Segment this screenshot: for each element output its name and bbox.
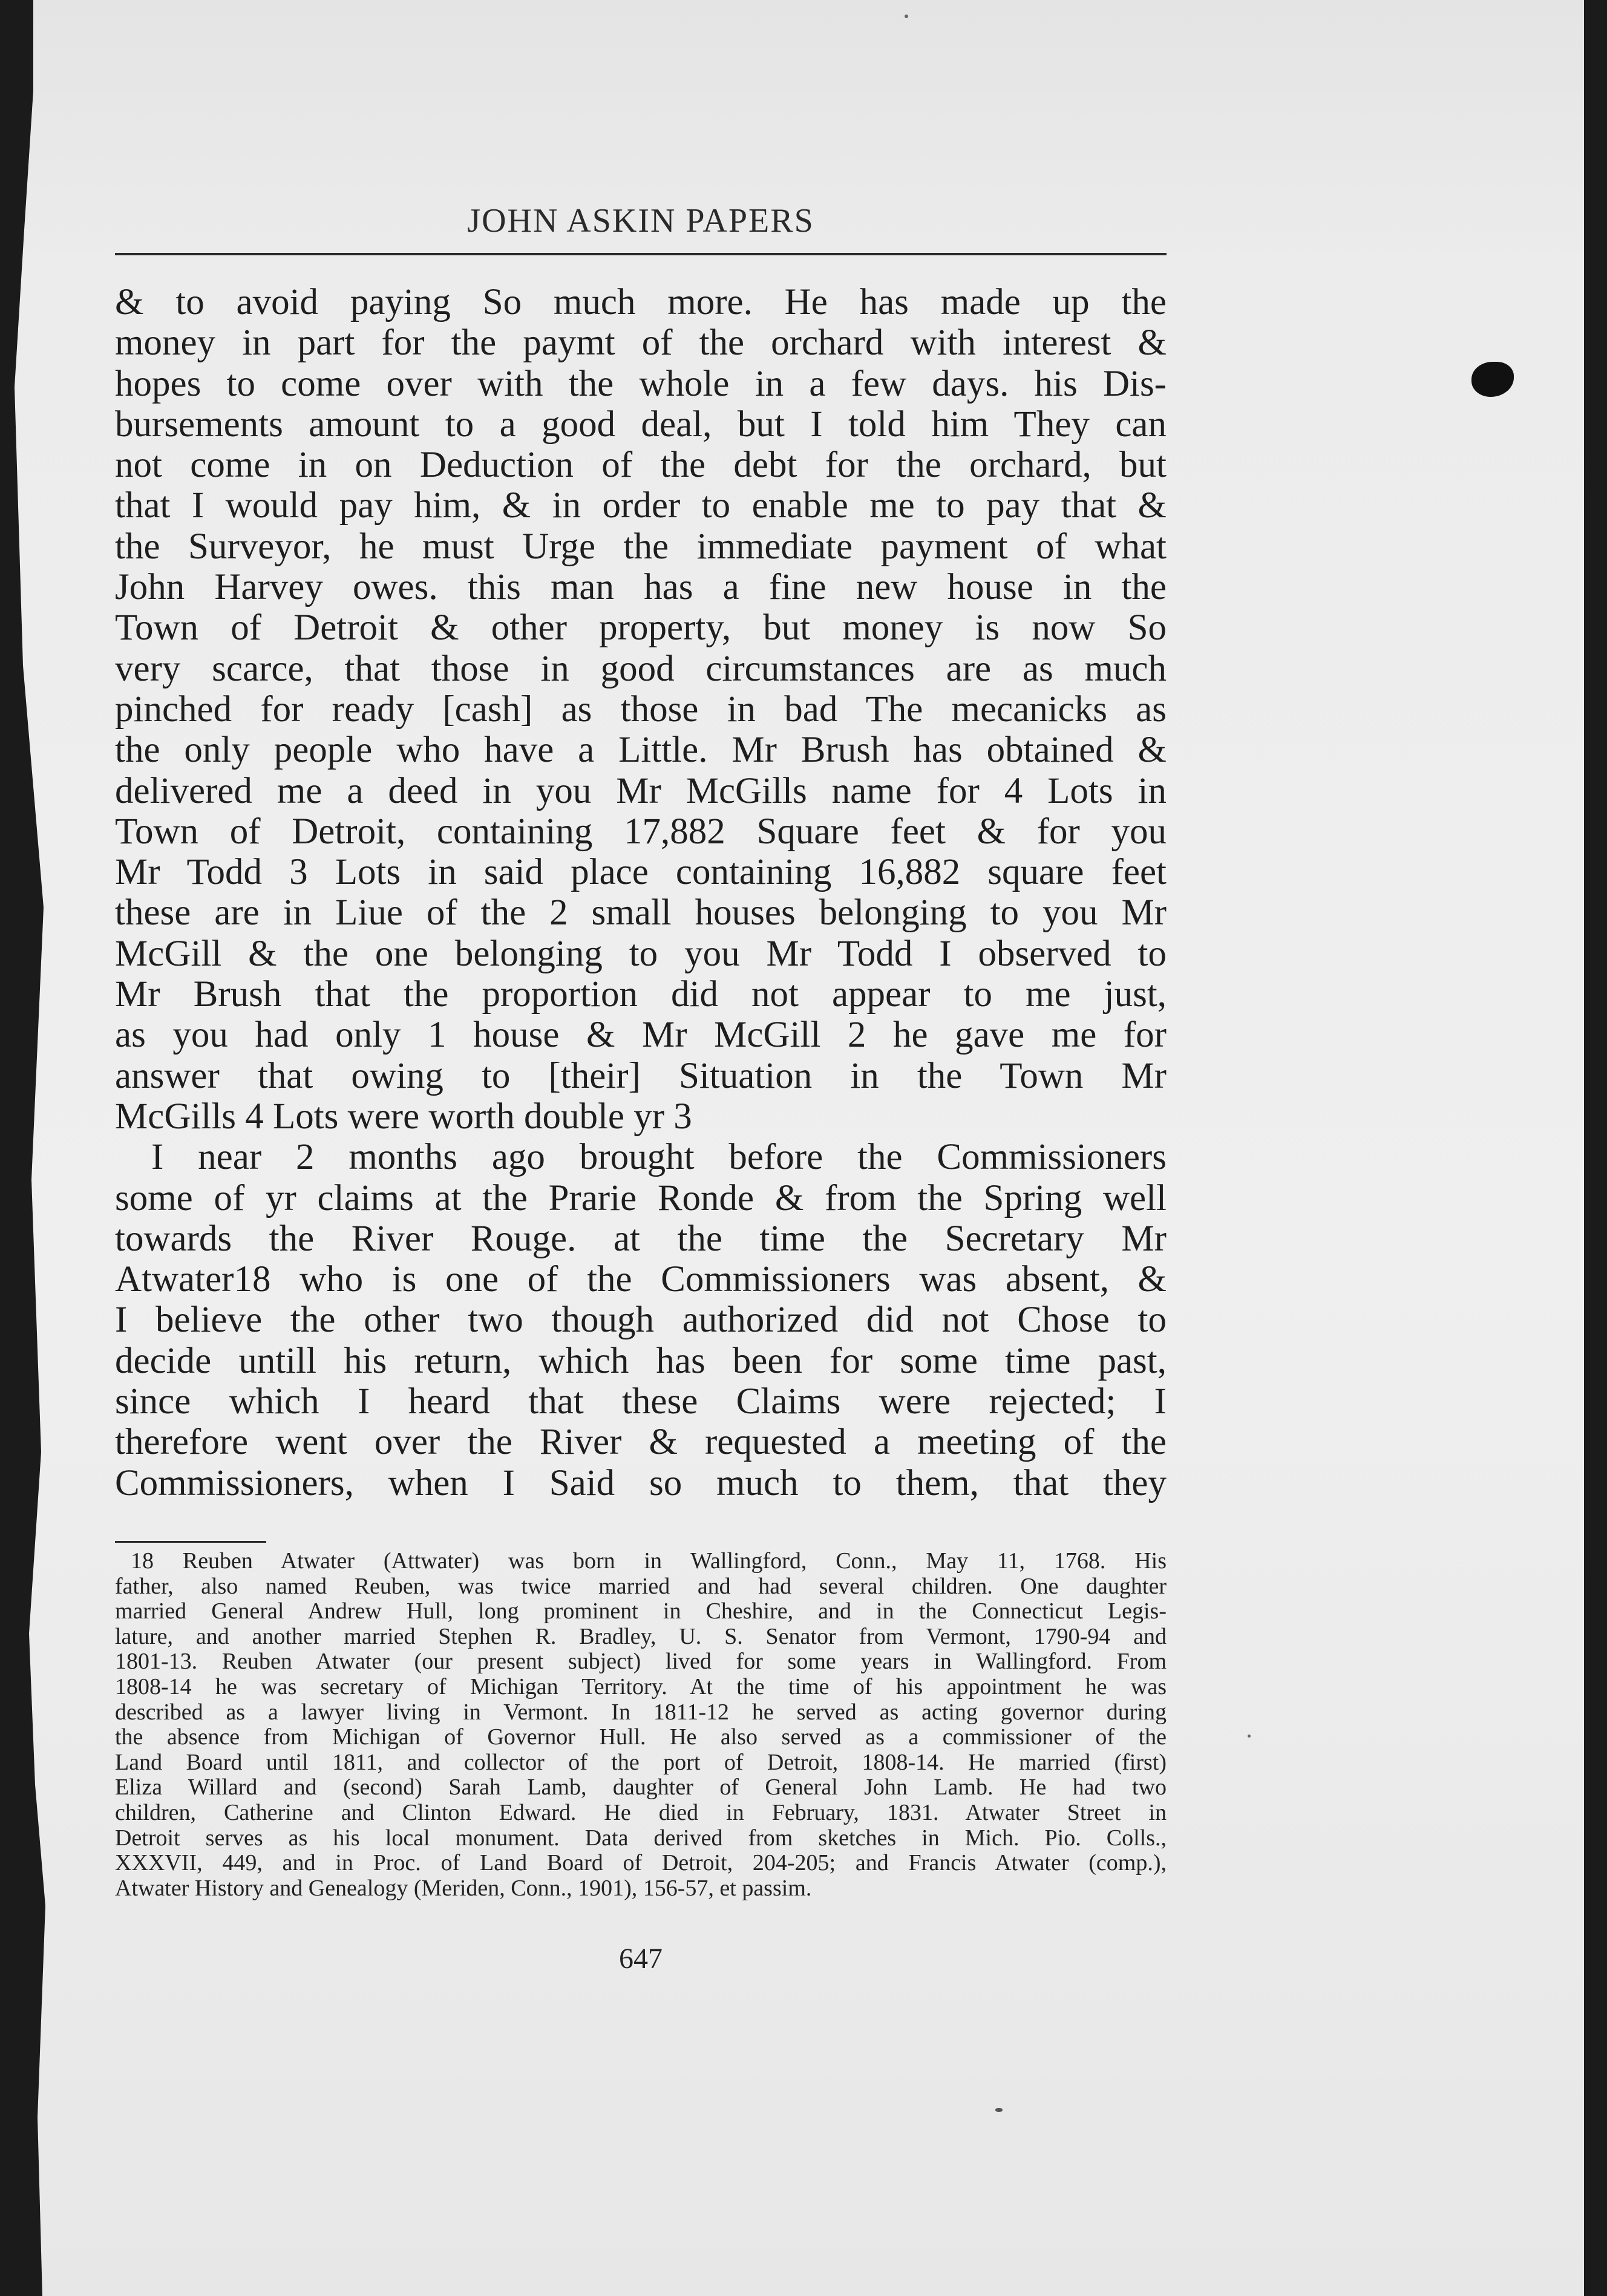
speck	[905, 15, 908, 18]
footnote-rule	[115, 1541, 266, 1543]
page-number: 647	[619, 1943, 663, 1975]
body-line: as you had only 1 house & Mr McGill 2 he gave me for	[115, 1015, 1167, 1056]
body-line: therefore went over the River & requested a meeting of the	[115, 1422, 1167, 1463]
body-line: Commissioners, when I Said so much to them, that they	[115, 1462, 1167, 1503]
body-line: some of yr claims at the Prarie Ronde & from the Spring well	[115, 1177, 1167, 1218]
footnote-line: married General Andrew Hull, long prominent in Cheshire, and in the Connecticut Legis-	[115, 1598, 1167, 1624]
speck	[1248, 1735, 1251, 1738]
body-line: Town of Detroit & other property, but money is now So	[115, 607, 1167, 649]
body-line: McGill & the one belonging to you Mr Todd I observed to	[115, 933, 1167, 974]
footnote-line: the absence from Michigan of Governor Hull. He also served as a commissioner of the	[115, 1724, 1167, 1750]
body-line: Mr Todd 3 Lots in said place containing 16,882 square feet	[115, 852, 1167, 893]
body-line: very scarce, that those in good circumstances are as much	[115, 648, 1167, 689]
header-rule	[115, 253, 1167, 255]
body-line: I near 2 months ago brought before the Commissioners	[151, 1137, 1167, 1178]
footnote-line: lature, and another married Stephen R. Bradley, U. S. Senator from Vermont, 1790-94 and	[115, 1623, 1167, 1649]
footnote-line: Eliza Willard and (second) Sarah Lamb, daughter of General John Lamb. He had two	[115, 1774, 1167, 1800]
body-line: the Surveyor, he must Urge the immediate payment of what	[115, 526, 1167, 567]
body-line: pinched for ready [cash] as those in bad The mecanicks as	[115, 688, 1167, 730]
body-line: not come in on Deduction of the debt for the orchard, but	[115, 445, 1167, 486]
body-line: towards the River Rouge. at the time the Secretary Mr	[115, 1218, 1167, 1259]
letter-body	[115, 282, 1167, 1503]
body-line: answer that owing to [their] Situation in the Town Mr	[115, 1055, 1167, 1096]
footnote-line: Land Board until 1811, and collector of the port of Detroit, 1808-14. He married (first)	[115, 1749, 1167, 1775]
footnote-line: children, Catherine and Clinton Edward. He died in February, 1831. Atwater Street in	[115, 1799, 1167, 1825]
footnote-line: 1801-13. Reuben Atwater (our present subject) lived for some years in Wallingford. From	[115, 1649, 1167, 1675]
body-line: bursements amount to a good deal, but I told him They can	[115, 404, 1167, 445]
body-line: since which I heard that these Claims were rejected; I	[115, 1381, 1167, 1422]
body-line: that I would pay him, & in order to enable me to pay that &	[115, 485, 1167, 526]
footnote-line: described as a lawyer living in Vermont. In 1811-12 he served as acting governor during	[115, 1699, 1167, 1725]
body-line: these are in Liue of the 2 small houses belonging to you Mr	[115, 892, 1167, 934]
body-line: the only people who have a Little. Mr Brush has obtained &	[115, 730, 1167, 771]
running-header: JOHN ASKIN PAPERS	[467, 202, 814, 240]
footnote-line: Detroit serves as his local monument. Data derived from sketches in Mich. Pio. Colls.,	[115, 1825, 1167, 1851]
body-line: Atwater18 who is one of the Commissioners was absent, &	[115, 1259, 1167, 1300]
footnote-line: 1808-14 he was secretary of Michigan Territory. At the time of his appointment he was	[115, 1673, 1167, 1699]
footnote-line: 18 Reuben Atwater (Attwater) was born in Wallingford, Conn., May 11, 1768. His	[131, 1548, 1167, 1574]
body-line: Town of Detroit, containing 17,882 Square feet & for you	[115, 811, 1167, 852]
body-line: John Harvey owes. this man has a fine new house in the	[115, 567, 1167, 608]
body-line: Mr Brush that the proportion did not appear to me just,	[115, 974, 1167, 1015]
speck	[995, 2108, 1003, 2112]
body-line: McGills 4 Lots were worth double yr 3	[115, 1096, 692, 1137]
body-line: I believe the other two though authorized did not Chose to	[115, 1300, 1167, 1341]
body-line: & to avoid paying So much more. He has made up the	[115, 282, 1167, 322]
body-line: delivered me a deed in you Mr McGills name for 4 Lots in	[115, 770, 1167, 811]
body-line: decide untill his return, which has been for some time past,	[115, 1340, 1167, 1381]
footnote-line: Atwater History and Genealogy (Meriden, Conn., 1901), 156-57, et passim.	[115, 1875, 812, 1901]
body-line: hopes to come over with the whole in a few days. his Dis-	[115, 363, 1167, 404]
body-line: money in part for the paymt of the orchard with interest &	[115, 322, 1167, 364]
footnote-line: father, also named Reuben, was twice married and had several children. One daughter	[115, 1573, 1167, 1599]
footnote-line: XXXVII, 449, and in Proc. of Land Board of Detroit, 204-205; and Francis Atwater (comp.),	[115, 1850, 1167, 1876]
footnote-18	[115, 1549, 1167, 1901]
